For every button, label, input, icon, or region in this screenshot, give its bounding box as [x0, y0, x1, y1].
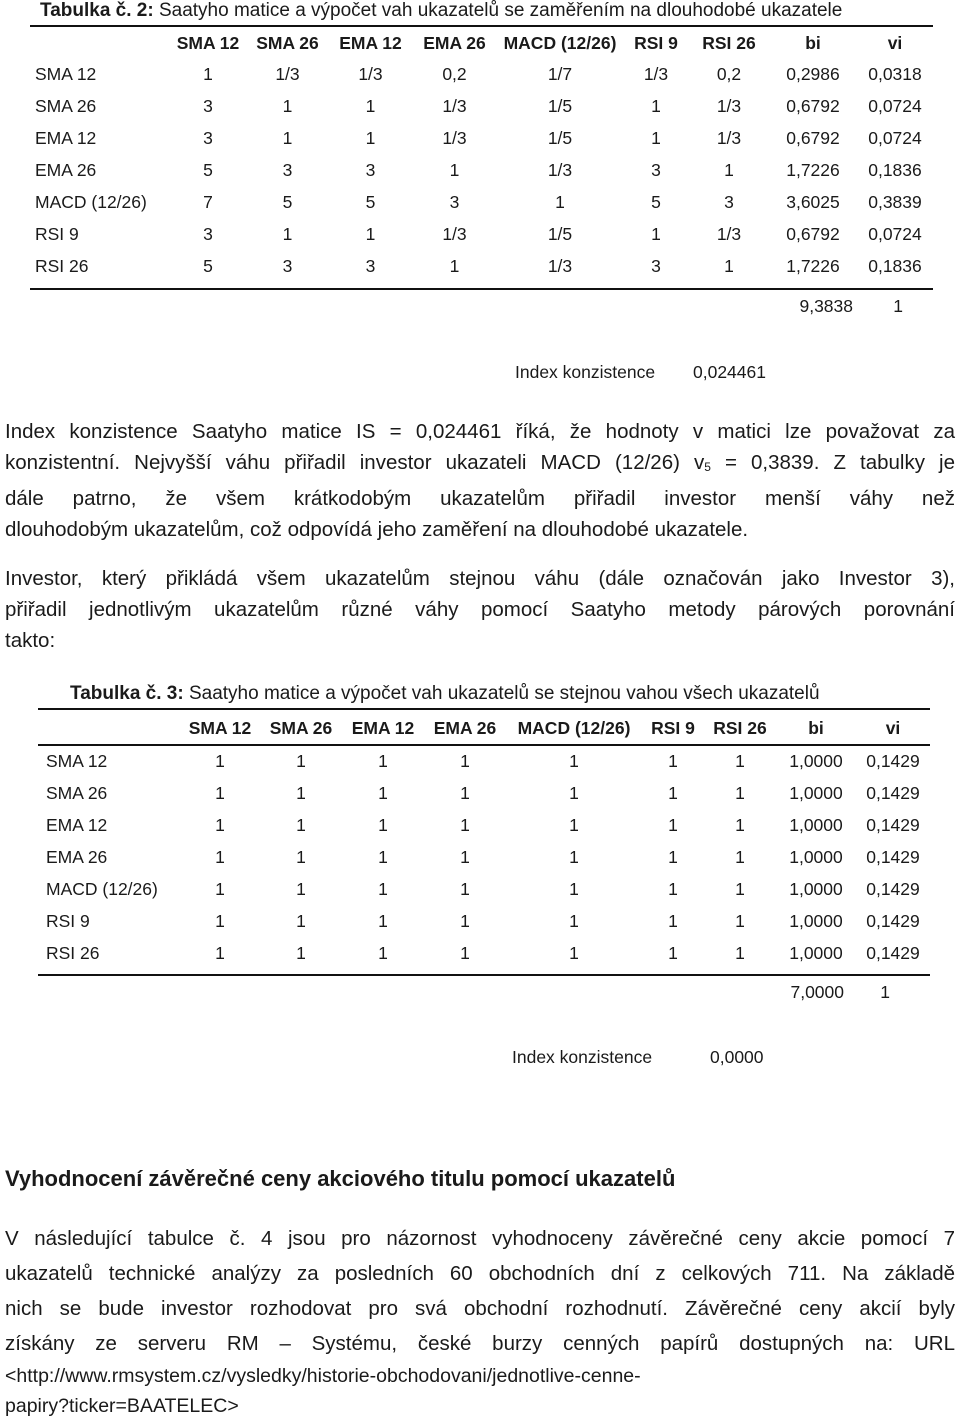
table3-cell: 1	[215, 878, 225, 899]
table2-cell: 0,6792	[786, 95, 840, 116]
table2-header-row	[30, 28, 933, 58]
table3-row	[38, 905, 930, 937]
table2-cell: 0,1836	[868, 255, 922, 276]
paragraph-line: ukazatelů technické analýzy za posledních 60 obchodních dní z celkových 711. Na základě	[5, 1262, 955, 1285]
paragraph-line: získány ze serveru RM – Systému, české burzy cenných papírů dostupných na: URL	[5, 1332, 955, 1355]
table3-cell: 1	[296, 750, 306, 771]
table3-cell: 0,1429	[866, 782, 920, 803]
table2-cell: 1/3	[442, 223, 467, 244]
table2-cell: 3	[724, 191, 734, 212]
table2-cell: 3	[282, 255, 293, 276]
table2-cell: 1/5	[547, 95, 573, 116]
paragraph-line: nich se bude investor rozhodovat pro svá obchodní rozhodnutí. Závěrečné ceny akcií byly	[5, 1297, 955, 1320]
table3-header-rule	[38, 744, 930, 746]
paragraph-line: dlouhodobým ukazatelům, což odpovídá jeho zaměření na dlouhodobé ukazatele.	[5, 518, 749, 541]
table2-sum-bi: 9,3838	[799, 296, 853, 316]
table3-row-label: MACD (12/26)	[46, 878, 158, 899]
table3-header: SMA 12	[188, 718, 252, 738]
table2-header: EMA 26	[423, 32, 486, 53]
table2-cell: 1	[724, 255, 734, 276]
table3	[38, 712, 930, 969]
table2-cell: 1,7226	[786, 255, 840, 276]
table3-cell: 1	[460, 782, 470, 803]
table3-cell: 1,0000	[789, 750, 843, 771]
table3-cell: 1,0000	[789, 846, 843, 867]
table3-caption	[70, 683, 820, 705]
table3-cell: 1	[215, 750, 225, 771]
table3-row-label: SMA 26	[46, 782, 108, 803]
table2-cell: 0,0724	[868, 95, 922, 116]
paragraph-investor3	[5, 563, 955, 656]
table3-header: SMA 26	[269, 718, 333, 738]
table2-cell: 5	[365, 191, 376, 212]
table3-row-label: RSI 9	[46, 910, 90, 931]
paragraph-line: takto:	[5, 629, 56, 652]
table2-row-label: SMA 26	[35, 95, 97, 116]
table2-cell: 5	[203, 159, 213, 180]
paragraph-line: přiřadil jednotlivým ukazatelům různé váhy pomocí Saatyho metody párových porovnání	[5, 598, 955, 621]
table2-cell: 1/3	[716, 223, 742, 244]
table2-cell: 1	[365, 223, 376, 244]
table2-cell: 5	[282, 191, 293, 212]
table3-cell: 1	[735, 782, 745, 803]
paragraph-consistency	[5, 416, 955, 545]
table2-cell: 5	[651, 191, 661, 212]
table3-cell: 1	[460, 910, 470, 931]
table2-cell: 1/3	[643, 63, 669, 84]
table2-cell: 0,2	[442, 63, 467, 84]
table2-cell: 1/3	[275, 63, 300, 84]
paragraph-text: konzistentní. Nejvyšší váhu přiřadil investor ukazateli MACD (12/26) v	[5, 451, 705, 474]
table3-cell: 1	[569, 878, 579, 899]
table2-header: EMA 12	[339, 32, 402, 53]
table3-cell: 1	[569, 942, 579, 963]
table3-cell: 1	[378, 814, 388, 835]
table2-cell: 1/5	[547, 127, 573, 148]
table3-cell: 1	[668, 750, 678, 771]
table2-cell: 3	[449, 191, 460, 212]
table3-consistency-label: Index konzistence	[512, 1047, 653, 1067]
table3-cell: 1	[296, 910, 306, 931]
table3-cell: 1	[735, 846, 745, 867]
section-paragraph	[5, 1221, 955, 1421]
table3-cell: 1	[735, 942, 745, 963]
table3-cell: 1	[668, 910, 678, 931]
table3-cell: 1	[569, 750, 579, 771]
table2-cell: 1	[365, 95, 376, 116]
table3-cell: 1,0000	[789, 782, 843, 803]
table3-cell: 1	[378, 846, 388, 867]
table2-cell: 3	[203, 95, 213, 116]
table3-sum-vi: 1	[880, 982, 890, 1002]
table3-cell: 1	[460, 846, 470, 867]
table2-cell: 1	[724, 159, 734, 180]
table2-header: SMA 12	[176, 32, 240, 53]
table2-cell: 1	[203, 63, 213, 84]
table2-cell: 0,6792	[786, 127, 840, 148]
table3-header: RSI 26	[713, 718, 767, 738]
table3-row	[38, 809, 930, 841]
table3-cell: 1	[296, 878, 306, 899]
table2-cell: 5	[203, 255, 213, 276]
table2-sum-vi: 1	[893, 296, 903, 316]
table3-cell: 1	[569, 910, 579, 931]
table2-header: RSI 26	[702, 32, 756, 53]
table3-cell: 0,1429	[866, 910, 920, 931]
table3-cell: 0,1429	[866, 750, 920, 771]
table2-cell: 0,3839	[868, 191, 922, 212]
table2-row-label: RSI 9	[35, 223, 79, 244]
table3-caption-number: Tabulka č. 3:	[70, 683, 184, 704]
table3-cell: 1	[460, 878, 470, 899]
table3-cell: 1	[460, 814, 470, 835]
table2-row-label: EMA 26	[35, 159, 97, 180]
table2-row-label: MACD (12/26)	[35, 191, 147, 212]
table2-cell: 1/3	[547, 159, 573, 180]
table2-row	[30, 186, 933, 218]
table3-sum-rule	[38, 974, 930, 976]
table2-cell: 0,1836	[868, 159, 922, 180]
table2-header: MACD (12/26)	[503, 32, 617, 53]
table3-header: vi	[885, 718, 901, 738]
table3-cell: 1	[735, 814, 745, 835]
table2-caption	[40, 0, 842, 22]
table3-cell: 1,0000	[789, 910, 843, 931]
table3-cell: 1	[668, 942, 678, 963]
table2-cell: 1	[282, 223, 293, 244]
paragraph-line-url: papiry?ticker=BAATELEC>	[5, 1395, 239, 1417]
table3-cell: 0,1429	[866, 942, 920, 963]
paragraph-line: Index konzistence Saatyho matice IS = 0,024461 říká, že hodnoty v matici lze považovat za	[5, 420, 955, 443]
paragraph-line: V následující tabulce č. 4 jsou pro názornost vyhodnoceny závěrečné ceny akcie pomocí 7	[5, 1227, 955, 1250]
table2-row-label: SMA 12	[35, 63, 97, 84]
table2-row	[30, 90, 933, 122]
table2-header: SMA 26	[256, 32, 319, 53]
table3-header: bi	[808, 718, 824, 738]
table2-row	[30, 154, 933, 186]
table3-cell: 0,1429	[866, 814, 920, 835]
table2	[30, 28, 933, 282]
table3-row-label: RSI 26	[46, 942, 100, 963]
paragraph-text: = 0,3839. Z tabulky je	[710, 451, 956, 474]
table3-cell: 1	[378, 750, 388, 771]
table3-header: EMA 26	[433, 718, 497, 738]
table2-header: RSI 9	[634, 32, 678, 53]
table2-cell: 1/5	[547, 223, 573, 244]
table2-cell: 1	[282, 127, 293, 148]
paragraph-line-url: <http://www.rmsystem.cz/vysledky/historie-obchodovani/jednotlive-cenne-	[5, 1365, 641, 1387]
table3-cell: 1	[215, 846, 225, 867]
table3-cell: 1,0000	[789, 878, 843, 899]
table2-cell: 1	[449, 255, 460, 276]
table2-cell: 1	[449, 159, 460, 180]
table2-cell: 1,7226	[786, 159, 840, 180]
table2-consistency	[515, 362, 766, 383]
table2-consistency-value: 0,024461	[693, 362, 766, 382]
table2-top-rule	[30, 25, 933, 27]
table2-row	[30, 122, 933, 154]
table2-cell: 1	[651, 223, 661, 244]
table2-row-label: EMA 12	[35, 127, 97, 148]
table2-cell: 1/3	[547, 255, 573, 276]
table3-cell: 1	[378, 910, 388, 931]
table2-cell: 1	[365, 127, 376, 148]
table2-cell: 3	[651, 255, 661, 276]
paragraph-line: Investor, který přikládá všem ukazatelům stejnou váhu (dále označován jako Investor 3),	[5, 567, 955, 590]
table3-cell: 1,0000	[789, 814, 843, 835]
table2-cell: 3	[651, 159, 661, 180]
table3-sum-row	[38, 982, 930, 1004]
table2-row-label: RSI 26	[35, 255, 89, 276]
table3-consistency	[512, 1047, 764, 1068]
paragraph-subscript: 5	[704, 460, 711, 474]
table2-cell: 0,2986	[786, 63, 840, 84]
table2-cell: 1/3	[358, 63, 383, 84]
table3-row	[38, 873, 930, 905]
table3-cell: 1	[215, 942, 225, 963]
table2-cell: 1/3	[442, 95, 467, 116]
table2-row	[30, 250, 933, 282]
table3-header: MACD (12/26)	[517, 718, 631, 738]
section-heading: Vyhodnocení závěrečné ceny akciového titulu pomocí ukazatelů	[5, 1166, 676, 1191]
table3-top-rule	[38, 708, 930, 710]
table2-sum-rule	[30, 288, 933, 290]
table2-cell: 1/3	[716, 95, 742, 116]
table3-cell: 1,0000	[789, 942, 843, 963]
table2-cell: 3	[203, 127, 213, 148]
table3-cell: 1	[215, 910, 225, 931]
table2-row	[30, 58, 933, 90]
table2-cell: 0,0724	[868, 223, 922, 244]
table2-cell: 1	[651, 127, 661, 148]
table3-header-row	[38, 712, 930, 745]
table2-cell: 7	[203, 191, 213, 212]
table3-cell: 1	[215, 814, 225, 835]
table2-sum-row	[30, 296, 933, 318]
table3-row-label: SMA 12	[46, 750, 108, 771]
table3-caption-text: Saatyho matice a výpočet vah ukazatelů se stejnou vahou všech ukazatelů	[188, 683, 820, 704]
table3-cell: 1	[296, 814, 306, 835]
table3-cell: 1	[460, 750, 470, 771]
table3-cell: 1	[668, 814, 678, 835]
table2-row	[30, 218, 933, 250]
table2-caption-text: Saatyho matice a výpočet vah ukazatelů se zaměřením na dlouhodobé ukazatele	[158, 0, 843, 21]
table2-cell: 0,2	[716, 63, 742, 84]
table3-row-label: EMA 26	[46, 846, 108, 867]
table3-consistency-value: 0,0000	[710, 1047, 764, 1067]
table3-cell: 1	[668, 782, 678, 803]
table3-cell: 1	[460, 942, 470, 963]
table3-cell: 1	[215, 782, 225, 803]
table2-consistency-label: Index konzistence	[515, 362, 656, 382]
table3-cell: 1	[668, 846, 678, 867]
table2-cell: 3	[203, 223, 213, 244]
paragraph-line: dále patrno, že všem krátkodobým ukazatelům přiřadil investor menší váhy než	[5, 487, 955, 510]
table2-header: bi	[805, 32, 821, 53]
table2-cell: 3,6025	[786, 191, 840, 212]
paragraph-line	[5, 447, 955, 483]
table2-cell: 1/3	[442, 127, 467, 148]
table2-cell: 3	[365, 255, 376, 276]
table3-row	[38, 777, 930, 809]
table3-cell: 1	[569, 782, 579, 803]
table3-cell: 1	[378, 878, 388, 899]
table2-cell: 1/7	[547, 63, 573, 84]
table3-cell: 1	[668, 878, 678, 899]
table3-cell: 1	[735, 750, 745, 771]
table2-cell: 0,6792	[786, 223, 840, 244]
table3-cell: 0,1429	[866, 878, 920, 899]
table2-cell: 0,0724	[868, 127, 922, 148]
table3-cell: 1	[735, 878, 745, 899]
table3-cell: 1	[296, 782, 306, 803]
table3-cell: 0,1429	[866, 846, 920, 867]
table3-cell: 1	[378, 782, 388, 803]
table3-row	[38, 745, 930, 777]
table2-cell: 1	[555, 191, 565, 212]
table3-cell: 1	[378, 942, 388, 963]
table3-header: RSI 9	[651, 718, 695, 738]
table3-cell: 1	[735, 910, 745, 931]
table2-cell: 1	[282, 95, 293, 116]
table3-cell: 1	[569, 846, 579, 867]
table2-cell: 1/3	[716, 127, 742, 148]
table2-cell: 1	[651, 95, 661, 116]
table3-row	[38, 841, 930, 873]
table3-cell: 1	[569, 814, 579, 835]
table2-header: vi	[887, 32, 903, 53]
table3-row	[38, 937, 930, 969]
table3-cell: 1	[296, 846, 306, 867]
table3-cell: 1	[296, 942, 306, 963]
table2-cell: 0,0318	[868, 63, 922, 84]
table3-header: EMA 12	[351, 718, 415, 738]
table2-caption-number: Tabulka č. 2:	[40, 0, 154, 21]
table3-sum-bi: 7,0000	[790, 982, 844, 1002]
table3-row-label: EMA 12	[46, 814, 108, 835]
table2-cell: 3	[282, 159, 293, 180]
table2-cell: 3	[365, 159, 376, 180]
